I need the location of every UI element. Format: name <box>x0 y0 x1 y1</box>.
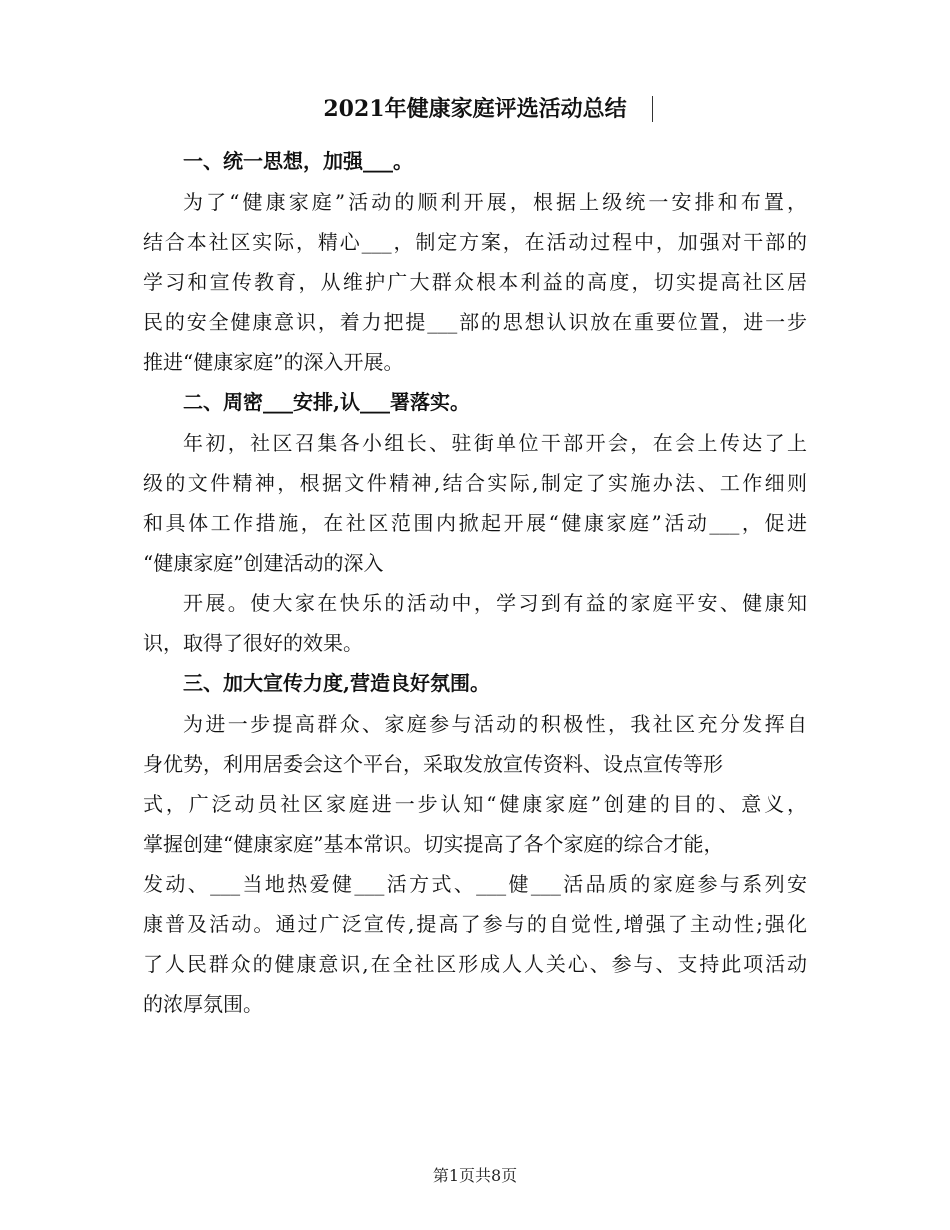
paragraph-line: 结合本社区实际，精心___，制定方案，在活动过程中，加强对干部的 <box>143 230 807 254</box>
paragraph-line: 级的文件精神，根据文件精神,结合实际,制定了实施办法、工作细则 <box>143 471 807 495</box>
paragraph-line: 民的安全健康意识，着力把提___部的思想认识放在重要位置，进一步 <box>143 310 807 334</box>
paragraph-line: 识，取得了很好的效果。 <box>143 631 363 655</box>
paragraph-line: 身优势，利用居委会这个平台，采取发放宣传资料、设点宣传等形 <box>143 752 723 776</box>
paragraph-line: 学习和宣传教育，从维护广大群众根本利益的高度，切实提高社区居 <box>143 270 807 294</box>
paragraph-line: 发动、___当地热爱健___活方式、___健___活品质的家庭参与系列安 <box>143 872 807 896</box>
section-heading: 三、加大宣传力度,营造良好氛围。 <box>183 671 490 695</box>
document-title: 2021年健康家庭评选活动总结 <box>323 96 627 122</box>
paragraph-line: 为了“健康家庭”活动的顺利开展，根据上级统一安排和布置， <box>183 190 807 214</box>
paragraph-line: 掌握创建“健康家庭”基本常识。切实提高了各个家庭的综合才能， <box>143 832 724 856</box>
paragraph-line: 推进“健康家庭”的深入开展。 <box>143 350 404 374</box>
paragraph-line: 年初，社区召集各小组长、驻街单位干部开会，在会上传达了上 <box>183 431 807 455</box>
paragraph-line: 了人民群众的健康意识,在全社区形成人人关心、参与、支持此项活动 <box>143 952 807 976</box>
paragraph-line: 为进一步提高群众、家庭参与活动的积极性，我社区充分发挥自 <box>183 712 807 736</box>
paragraph-line: 开展。使大家在快乐的活动中，学习到有益的家庭平安、健康知 <box>183 591 807 615</box>
paragraph-line: 的浓厚氛围。 <box>143 992 263 1016</box>
text-cursor <box>652 96 653 122</box>
section-heading: 一、统一思想，加强___。 <box>183 149 413 173</box>
paragraph-line: 式，广泛动员社区家庭进一步认知“健康家庭”创建的目的、意义， <box>143 792 807 816</box>
paragraph-line: 和具体工作措施，在社区范围内掀起开展“健康家庭”活动___，促进 <box>143 511 807 535</box>
document-body <box>143 141 807 1024</box>
section-heading: 二、周密___安排,认___署落实。 <box>183 390 470 414</box>
paragraph-line: “健康家庭”创建活动的深入 <box>143 551 384 575</box>
paragraph-line: 康普及活动。通过广泛宣传,提高了参与的自觉性,增强了主动性;强化 <box>143 912 807 936</box>
page-number: 第1页共8页 <box>432 1166 518 1185</box>
